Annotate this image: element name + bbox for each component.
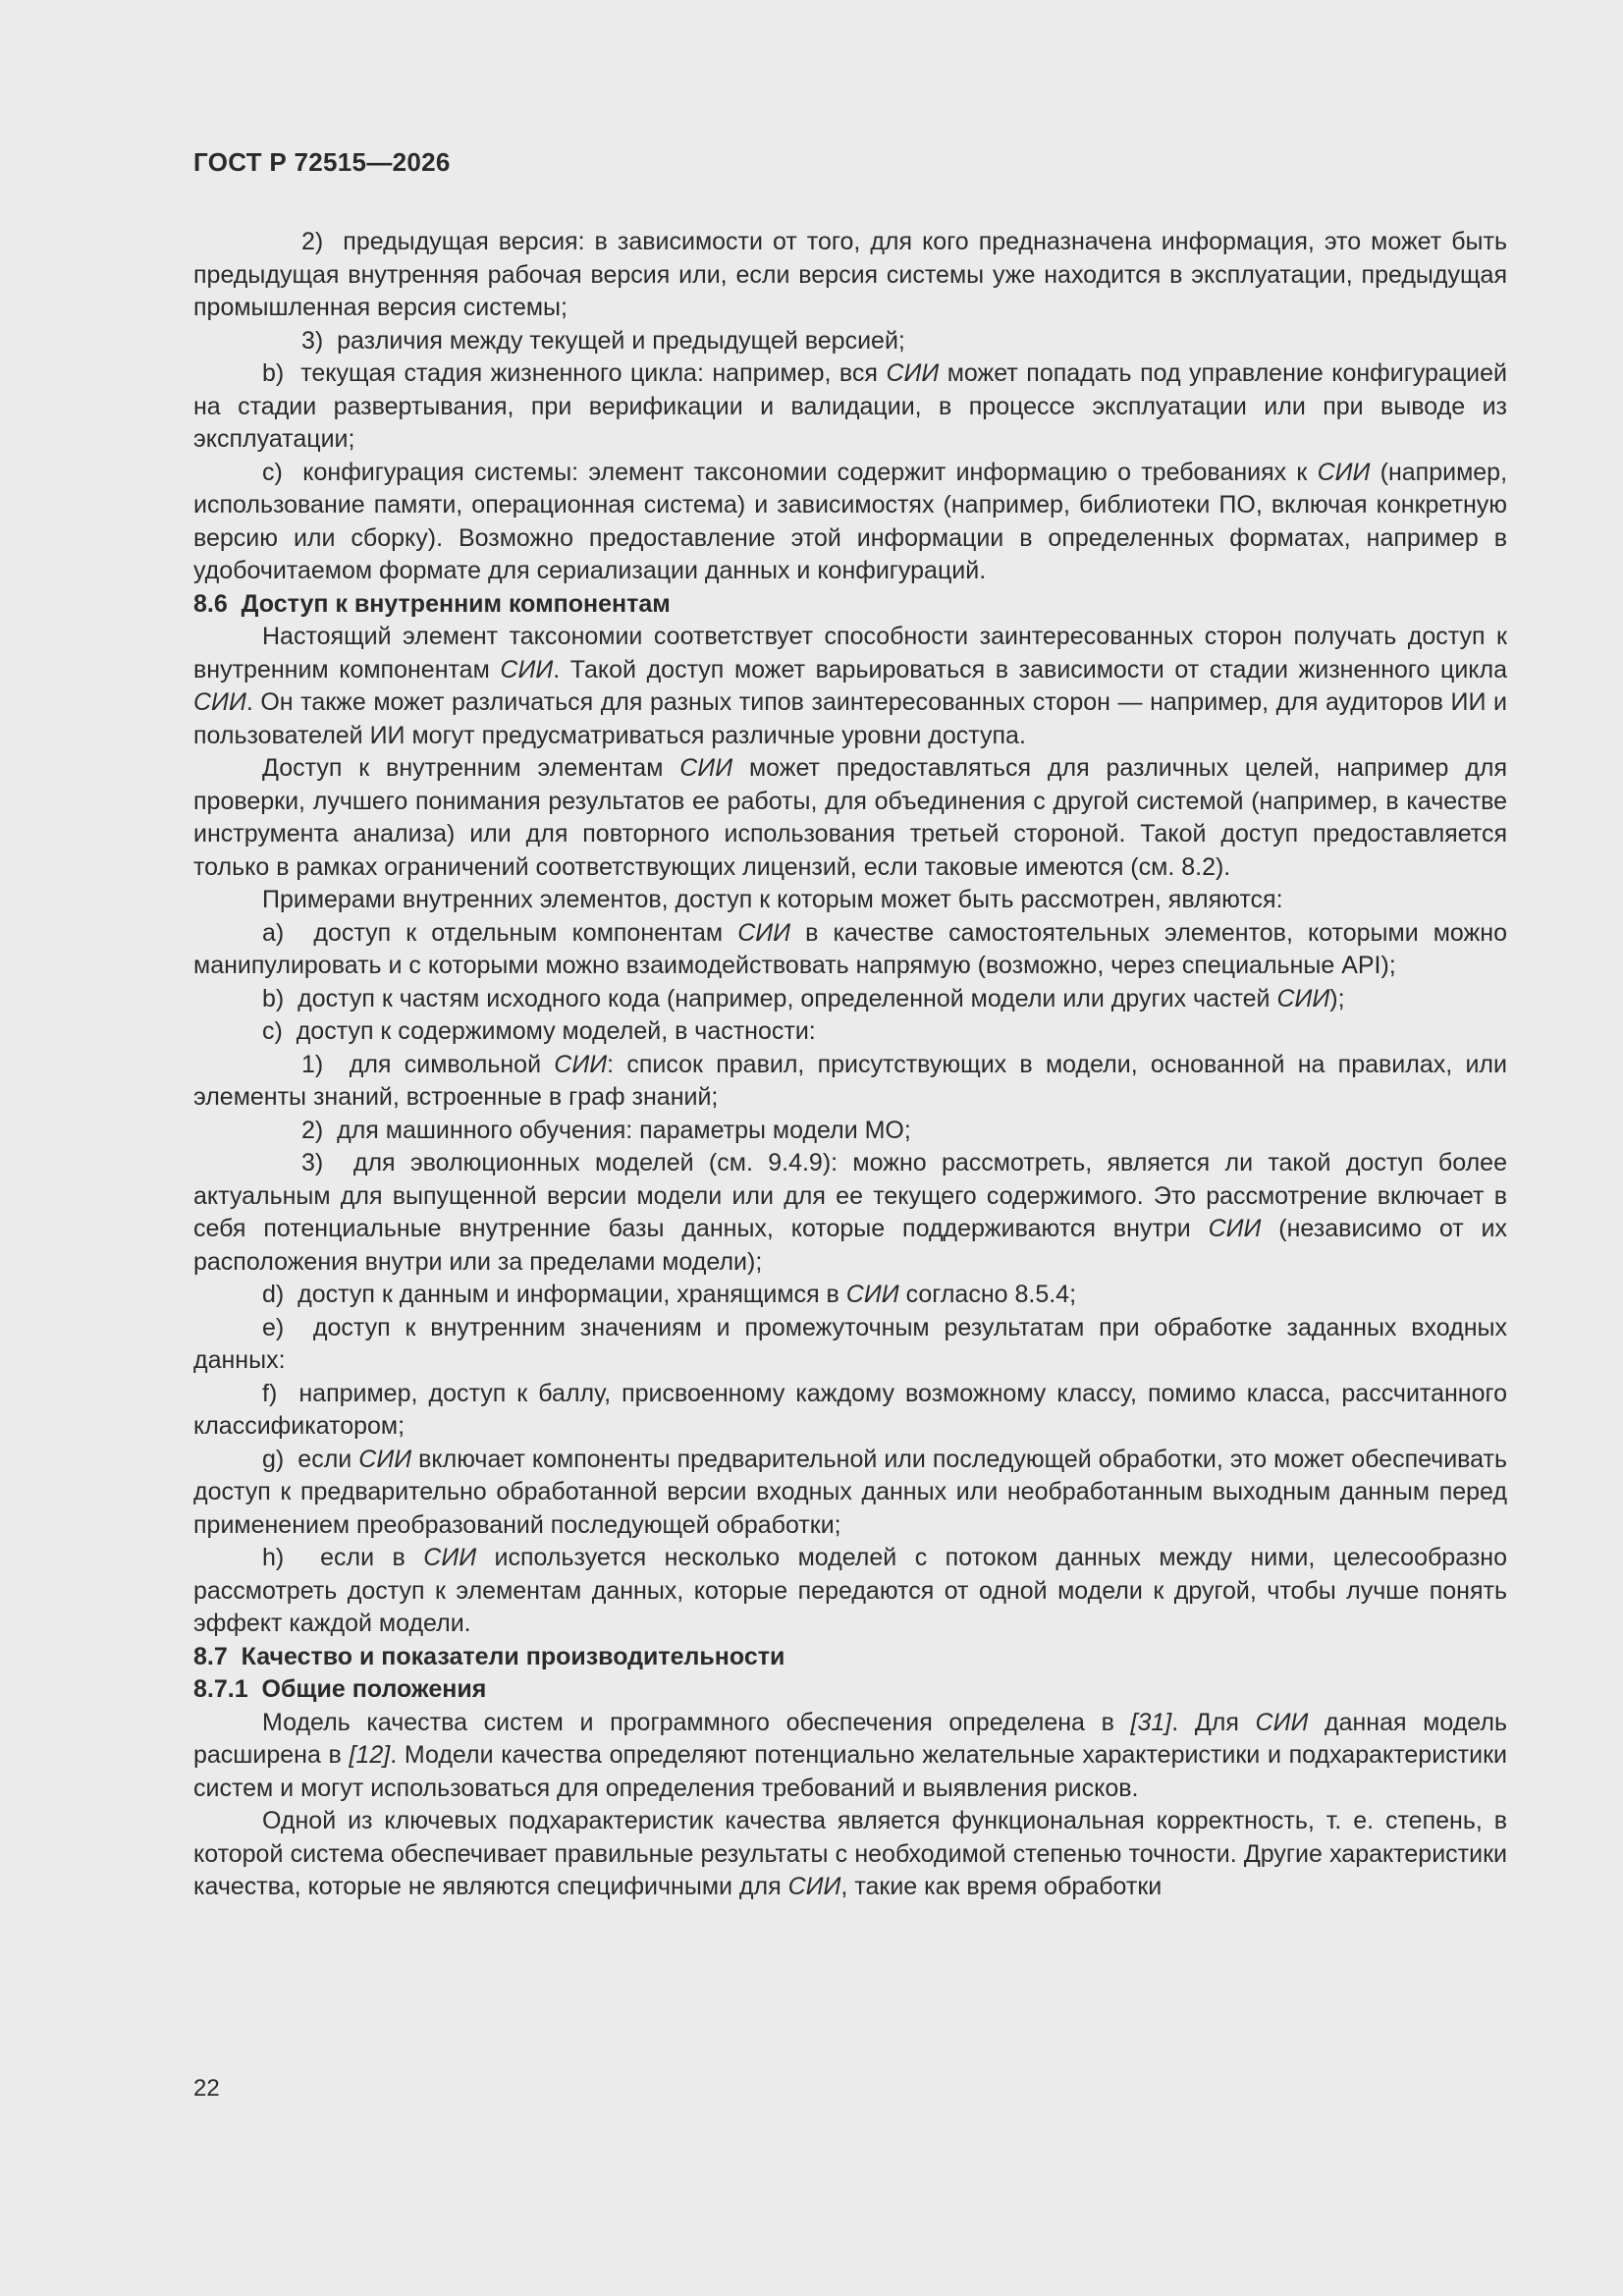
- paragraph: h) если в СИИ используется несколько моделей с потоком данных между ними, целесообразно рассмотреть доступ к элементам данных, которые передаются от одной модели к другой, чтобы лучше понять эффект каждой модели.: [193, 1544, 1508, 1637]
- paragraph: c) конфигурация системы: элемент таксономии содержит информацию о требованиях к СИИ (например, использование памяти, операционная система) и зависимостях (например, библиотеки ПО, включая конкретную версию или сборку). Возможно предоставление этой информации в определенных форматах, например в удобочитаемом формате для сериализации данных и конфигураций.: [193, 458, 1508, 584]
- paragraph: e) доступ к внутренним значениям и промежуточным результатам при обработке заданных входных данных:: [193, 1313, 1507, 1374]
- paragraph: 3) различия между текущей и предыдущей версией;: [301, 326, 905, 355]
- paragraph: g) если СИИ включает компоненты предварительной или последующей обработки, это может обеспечивать доступ к предварительно обработанной версии входных данных или необработанным выходным данным перед применением преобразований последующей обработки;: [193, 1445, 1507, 1539]
- section-heading: 8.7.1 Общие положения: [193, 1675, 487, 1703]
- document-header: ГОСТ Р 72515—2026: [193, 147, 451, 177]
- paragraph: f) например, доступ к баллу, присвоенному каждому возможному классу, помимо класса, рассчитанного классификатором;: [193, 1379, 1507, 1440]
- paragraph: Доступ к внутренним элементам СИИ может предоставляться для различных целей, например для проверки, лучшего понимания результатов ее работы, для объединения с другой системой (например, в качестве инструмента анализа) или для повторного использования третьей стороной. Такой доступ предоставляется только в рамках ограничений соответствующих лицензий, если таковые имеются (см. 8.2).: [193, 754, 1507, 881]
- document-body: [193, 226, 1507, 1904]
- paragraph: d) доступ к данным и информации, хранящимся в СИИ согласно 8.5.4;: [262, 1281, 1077, 1308]
- section-heading: 8.7 Качество и показатели производительности: [193, 1642, 785, 1670]
- paragraph: Модель качества систем и программного обеспечения определена в [31]. Для СИИ данная модель расширена в [12]. Модели качества определяют потенциально желательные характеристики и подхарактеристики систем и могут использоваться для определения требований и выявления рисков.: [193, 1708, 1507, 1802]
- paragraph: c) доступ к содержимому моделей, в частности:: [262, 1017, 816, 1045]
- paragraph: b) текущая стадия жизненного цикла: например, вся СИИ может попадать под управление конфигурацией на стадии развертывания, при верификации и валидации, в процессе эксплуатации или при выводе из эксплуатации;: [193, 359, 1507, 453]
- paragraph: 2) предыдущая версия: в зависимости от того, для кого предназначена информация, это может быть предыдущая внутренняя рабочая версия или, если версия системы уже находится в эксплуатации, предыдущая промышленная версия системы;: [193, 228, 1507, 321]
- paragraph: Одной из ключевых подхарактеристик качества является функциональная корректность, т. е. степень, в которой система обеспечивает правильные результаты с необходимой степенью точности. Другие характеристики качества, которые не являются специфичными для СИИ, такие как время обработки: [193, 1807, 1507, 1900]
- paragraph: Настоящий элемент таксономии соответствует способности заинтересованных сторон получать доступ к внутренним компонентам СИИ. Такой доступ может варьироваться в зависимости от стадии жизненного цикла СИИ. Он также может различаться для разных типов заинтересованных сторон — например, для аудиторов ИИ и пользователей ИИ могут предусматриваться различные уровни доступа.: [193, 623, 1508, 749]
- paragraph: 1) для символьной СИИ: список правил, присутствующих в модели, основанной на правилах, или элементы знаний, встроенные в граф знаний;: [193, 1050, 1507, 1111]
- paragraph: 2) для машинного обучения: параметры модели МО;: [301, 1116, 911, 1144]
- section-heading: 8.6 Доступ к внутренним компонентам: [193, 589, 671, 618]
- paragraph: Примерами внутренних элементов, доступ к которым может быть рассмотрен, являются:: [262, 886, 1283, 913]
- paragraph: 3) для эволюционных моделей (см. 9.4.9): можно рассмотреть, является ли такой доступ более актуальным для выпущенной версии модели или для ее текущего содержимого. Это рассмотрение включает в себя потенциальные внутренние базы данных, которые поддерживаются внутри СИИ (независимо от их расположения внутри или за пределами модели);: [193, 1149, 1507, 1276]
- page-number: 22: [193, 2075, 220, 2102]
- paragraph: b) доступ к частям исходного кода (например, определенной модели или других частей СИИ);: [262, 984, 1345, 1012]
- paragraph: a) доступ к отдельным компонентам СИИ в качестве самостоятельных элементов, которыми можно манипулировать и с которыми можно взаимодействовать напрямую (возможно, через специальные API);: [193, 918, 1507, 979]
